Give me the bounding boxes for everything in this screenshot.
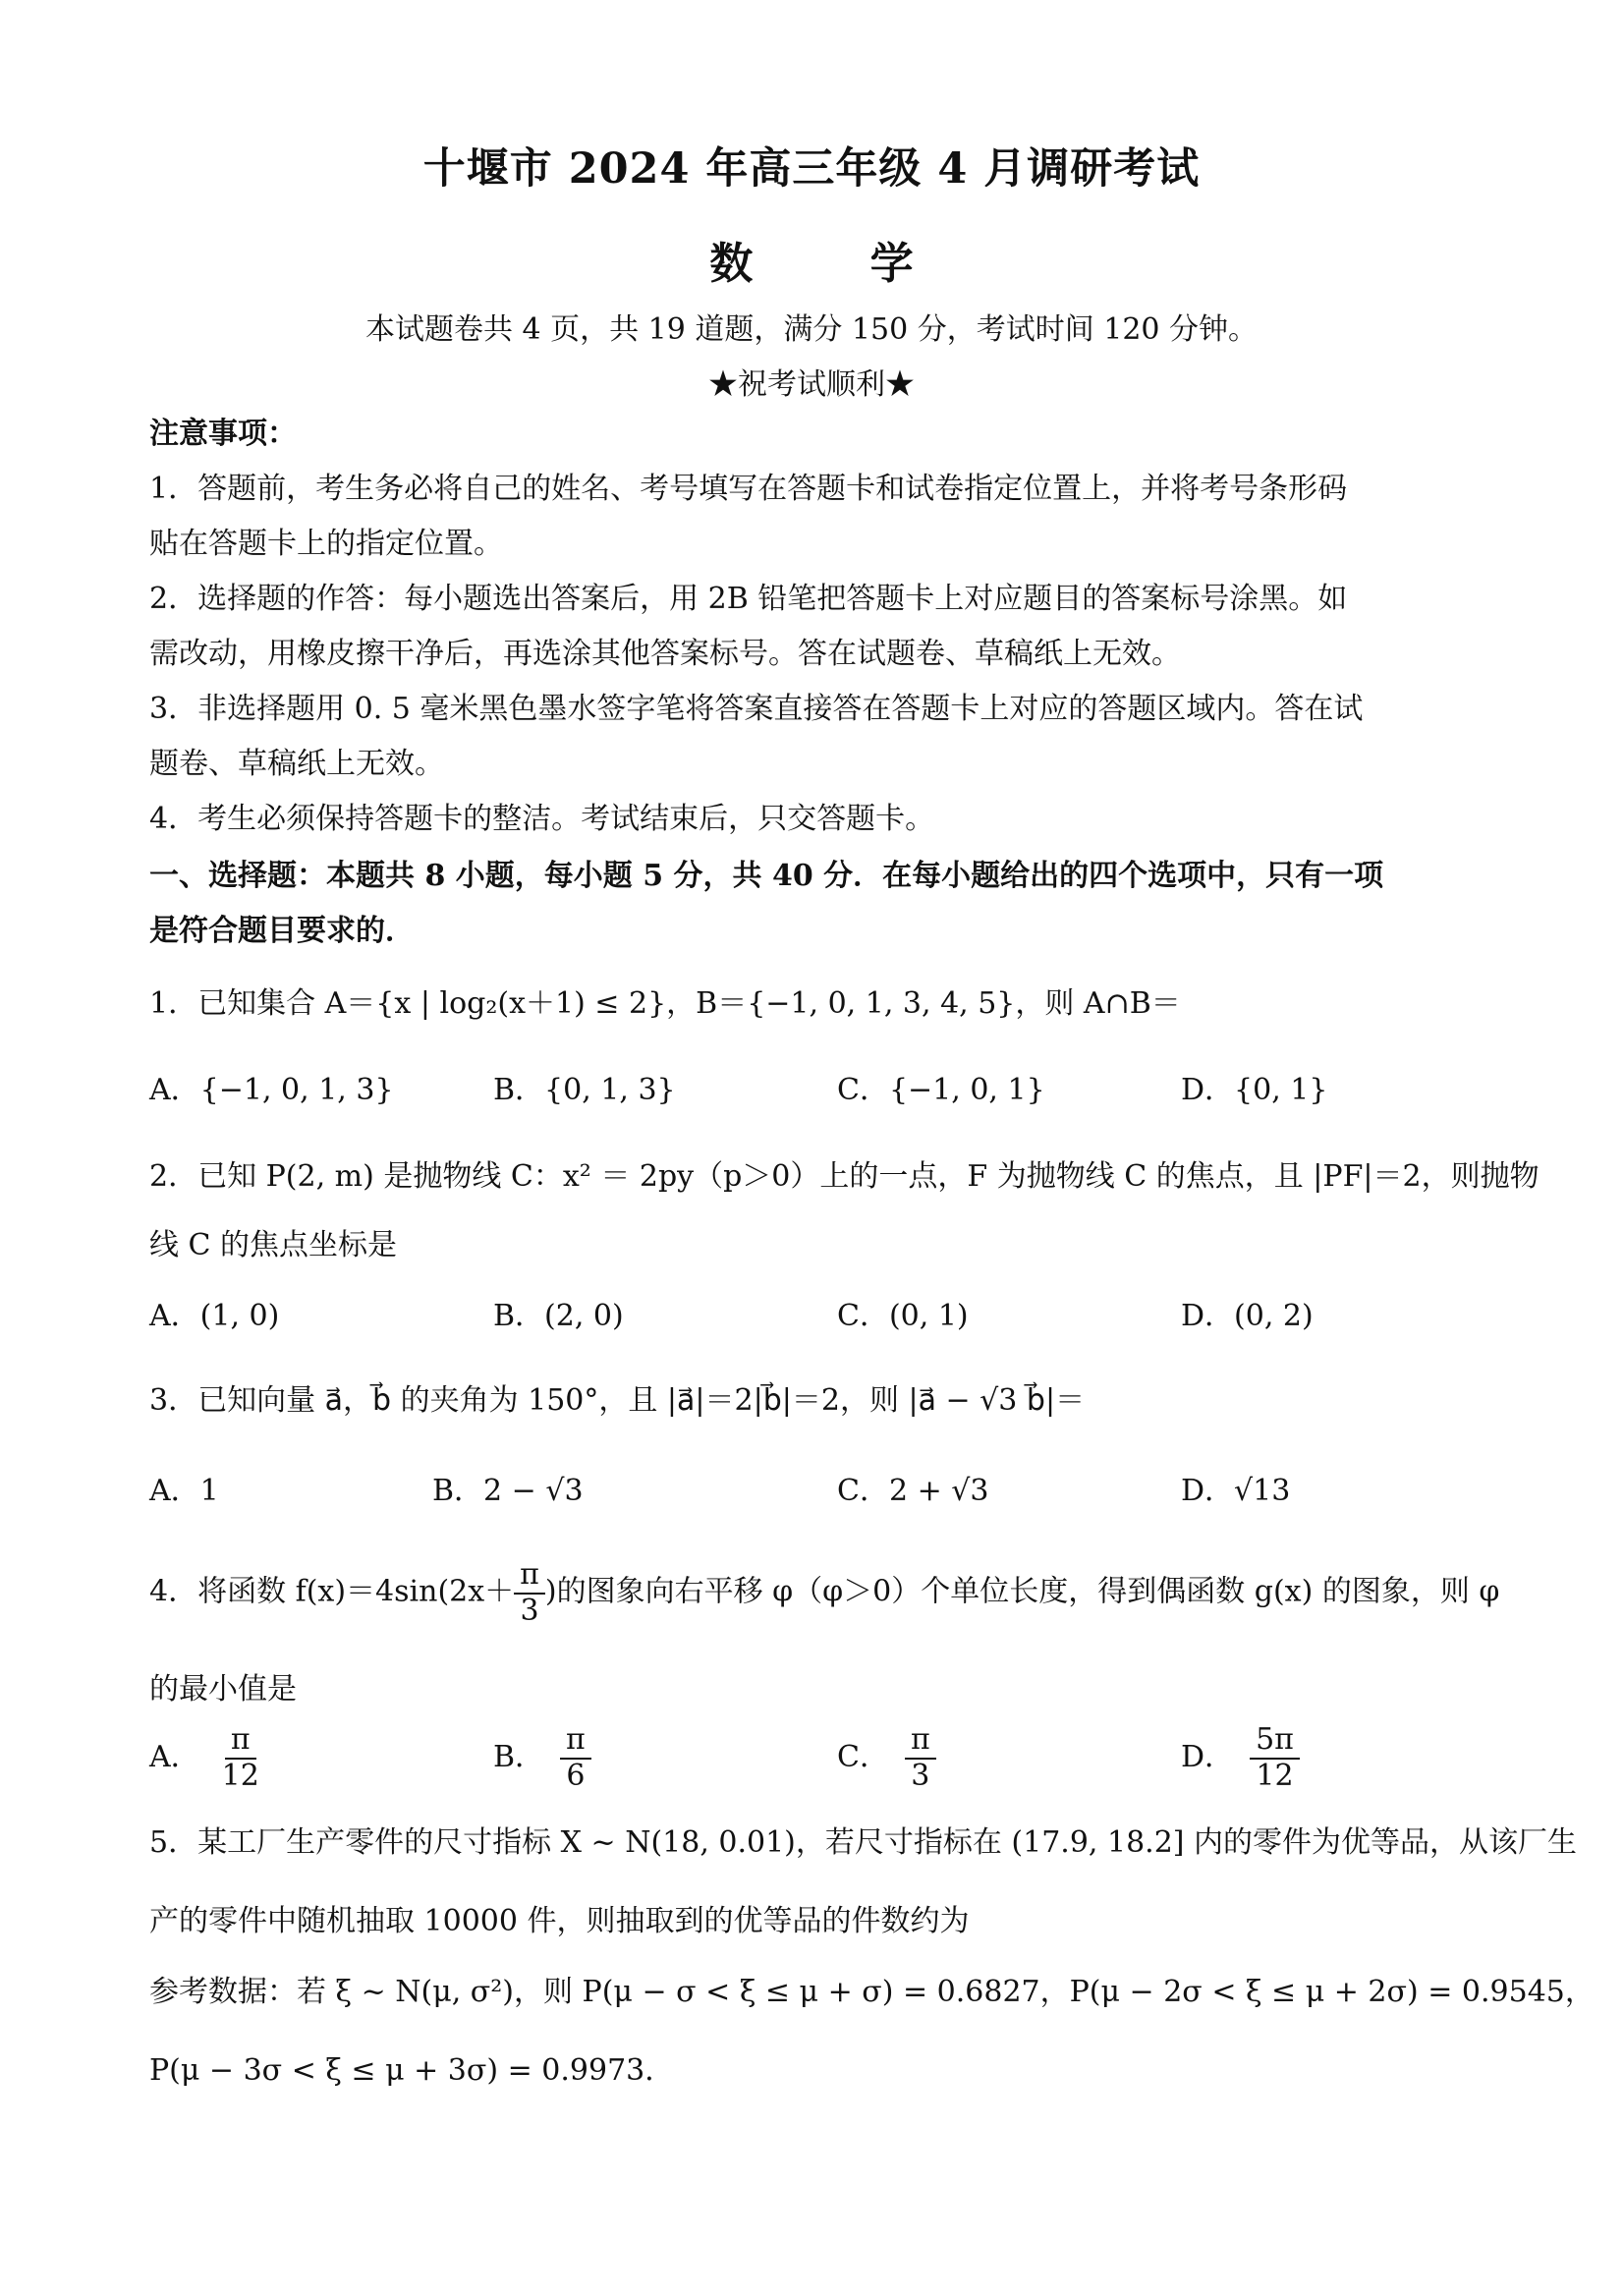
option-label: A． (149, 1739, 200, 1774)
question-1-option-b: B．{0, 1, 3} (493, 1073, 676, 1107)
question-5-reference: 参考数据：若 ξ ~ N(μ, σ²)，则 P(μ − σ < ξ ≤ μ + σ) = 0.6827，P(μ − 2σ < ξ ≤ μ + 2σ) = 0.9545， (149, 1975, 1595, 2009)
good-luck-line: ★祝考试顺利★ (708, 367, 915, 402)
section-heading-cont: 是符合题目要求的． (149, 914, 415, 948)
fraction-denominator: 3 (911, 1758, 930, 1793)
fraction-denominator: 3 (520, 1593, 539, 1628)
question-1-option-a: A．{−1, 0, 1, 3} (149, 1073, 394, 1107)
notice-line: 2．选择题的作答：每小题选出答案后，用 2B 铅笔把答题卡上对应题目的答案标号涂黑。如 (149, 582, 1348, 616)
option-label: D． (1181, 1739, 1235, 1774)
question-3-option-c: C．2 + √3 (837, 1474, 989, 1508)
fraction-denominator: 12 (1256, 1758, 1294, 1793)
question-3-option-a: A．1 (149, 1474, 219, 1508)
question-1-stem: 1．已知集合 A＝{x | log₂(x＋1) ≤ 2}，B＝{−1, 0, 1, 3, 4, 5}，则 A∩B＝ (149, 986, 1181, 1021)
option-label: B． (493, 1739, 545, 1774)
question-2-option-c: C．(0, 1) (837, 1299, 969, 1333)
exam-title: 十堰市 2024 年高三年级 4 月调研考试 (422, 144, 1201, 194)
question-1-option-d: D．{0, 1} (1181, 1073, 1328, 1107)
question-2-stem-cont: 线 C 的焦点坐标是 (149, 1228, 398, 1262)
option-fraction (216, 1723, 265, 1793)
option-fraction (905, 1723, 936, 1793)
question-5-stem: 5．某工厂生产零件的尺寸指标 X ~ N(18, 0.01)，若尺寸指标在 (17.9, 18.2] 内的零件为优等品，从该厂生 (149, 1825, 1578, 1860)
question-2-option-d: D．(0, 2) (1181, 1299, 1314, 1333)
notice-line: 1．答题前，考生务必将自己的姓名、考号填写在答题卡和试卷指定位置上，并将考号条形码 (149, 472, 1348, 506)
question-2-option-b: B．(2, 0) (493, 1299, 624, 1333)
question-3-option-d: D．√13 (1181, 1474, 1291, 1508)
question-4-option-c (837, 1723, 936, 1793)
notice-line: 题卷、草稿纸上无效。 (149, 747, 444, 781)
question-4-option-a (149, 1723, 265, 1793)
question-3-option-b: B．2 − √3 (432, 1474, 584, 1508)
question-4-option-b (493, 1723, 591, 1793)
question-1-option-c: C．{−1, 0, 1} (837, 1073, 1045, 1107)
question-4-stem-end: )的图象向右平移 φ（φ＞0）个单位长度，得到偶函数 g(x) 的图象，则 φ (544, 1574, 1500, 1609)
notice-heading: 注意事项： (149, 417, 297, 451)
notice-line: 3．非选择题用 0. 5 毫米黑色墨水签字笔将答案直接答在答题卡上对应的答题区域内。答在试 (149, 692, 1364, 726)
question-5-reference-cont: P(μ − 3σ < ξ ≤ μ + 3σ) = 0.9973． (149, 2053, 675, 2088)
question-4-stem-start: 4．将函数 f(x)＝4sin(2x＋ (149, 1574, 515, 1609)
option-label: C． (837, 1739, 889, 1774)
notice-line: 需改动，用橡皮擦干净后，再选涂其他答案标号。答在试题卷、草稿纸上无效。 (149, 637, 1181, 671)
question-4-fraction (514, 1558, 545, 1628)
question-2-stem: 2．已知 P(2, m) 是抛物线 C：x² ＝ 2py（p＞0）上的一点，F 为抛物线 C 的焦点，且 |PF|＝2，则抛物 (149, 1159, 1539, 1194)
fraction-numerator: 5π (1250, 1723, 1300, 1760)
option-fraction (1250, 1723, 1300, 1793)
exam-info: 本试题卷共 4 页，共 19 道题，满分 150 分，考试时间 120 分钟。 (364, 312, 1259, 347)
notice-line: 4．考生必须保持答题卡的整洁。考试结束后，只交答题卡。 (149, 802, 935, 836)
question-4-stem-cont: 的最小值是 (149, 1672, 297, 1707)
question-3-stem: 3．已知向量 a⃗，b⃗ 的夹角为 150°，且 |a⃗|＝2|b⃗|＝2，则 |a⃗ − √3 b⃗|＝ (149, 1383, 1086, 1418)
notice-line: 贴在答题卡上的指定位置。 (149, 527, 503, 561)
fraction-denominator: 6 (566, 1758, 586, 1793)
section-heading: 一、选择题：本题共 8 小题，每小题 5 分，共 40 分．在每小题给出的四个选项中，只有一项 (149, 859, 1384, 893)
question-2-option-a: A．(1, 0) (149, 1299, 280, 1333)
fraction-numerator: π (560, 1723, 591, 1760)
option-fraction (560, 1723, 591, 1793)
fraction-numerator: π (905, 1723, 936, 1760)
question-5-stem-cont: 产的零件中随机抽取 10000 件，则抽取到的优等品的件数约为 (149, 1904, 970, 1938)
fraction-denominator: 12 (221, 1758, 259, 1793)
subject-title: 数 学 (709, 239, 965, 289)
fraction-numerator: π (514, 1558, 545, 1595)
question-4-option-d (1181, 1723, 1300, 1793)
fraction-numerator: π (225, 1723, 256, 1760)
question-4-stem (149, 1558, 1499, 1628)
